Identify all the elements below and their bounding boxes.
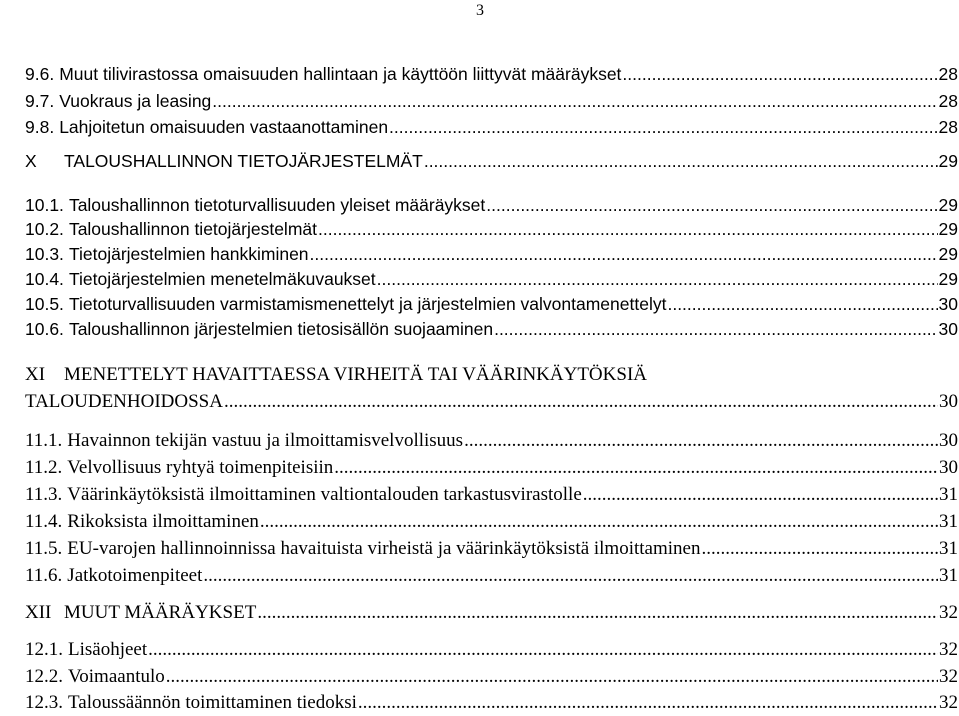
toc-entry-number: 10.4. (25, 269, 64, 289)
toc-entry-page: 29 (938, 195, 958, 215)
toc-entry-number: 10.3. (25, 244, 64, 264)
dot-leader (358, 690, 938, 716)
toc-entry-page: 30 (938, 319, 958, 339)
toc-entry-page: 29 (938, 151, 958, 171)
toc-entry-number: 11.4. (25, 511, 63, 532)
toc-chapter-title: MUUT MÄÄRÄYKSET (64, 602, 257, 623)
toc-chapter-title-cont: TALOUDENHOIDOSSA (25, 391, 223, 412)
toc-entry-number: 12.1. (25, 639, 63, 660)
toc-entry[interactable] (25, 61, 959, 87)
toc-chapter-number: XII (25, 602, 52, 623)
toc-entry-page: 29 (938, 269, 958, 289)
toc-entry-number: 10.2. (25, 219, 64, 239)
toc-entry-number: 11.6. (25, 565, 63, 586)
dot-leader (203, 563, 938, 589)
toc-entry-title: Vuokraus ja leasing (59, 91, 212, 111)
toc-entry[interactable] (25, 316, 959, 342)
toc-entry-title: Taloussäännön toimittaminen tiedoksi (68, 692, 357, 713)
toc-entry-number: 11.2. (25, 457, 63, 478)
toc-entry[interactable] (25, 563, 959, 589)
toc-entry-number: 11.5. (25, 538, 63, 559)
toc-entry[interactable] (25, 482, 959, 508)
dot-leader (318, 216, 938, 242)
dot-leader (667, 291, 937, 317)
toc-entry[interactable] (25, 266, 959, 292)
toc-entry-number: 9.6. (25, 64, 55, 84)
toc-entry-page: 31 (939, 565, 958, 586)
toc-entry[interactable] (25, 455, 959, 481)
dot-leader (260, 509, 938, 535)
toc-entry[interactable] (25, 114, 959, 140)
toc-entry[interactable] (25, 428, 959, 454)
toc-entry-page: 29 (938, 244, 958, 264)
toc-entry-number: 10.1. (25, 195, 64, 215)
toc-entry-number: 11.3. (25, 484, 63, 505)
dot-leader (224, 389, 938, 415)
toc-entry-number: 12.3. (25, 692, 63, 713)
toc-entry-title: Lisäohjeet (68, 639, 148, 660)
dot-leader (389, 114, 937, 140)
toc-entry-title: Tietojärjestelmien hankkiminen (68, 244, 309, 264)
toc-entry-title: Voimaantulo (68, 666, 165, 687)
toc-entry-page: 31 (939, 538, 958, 559)
dot-leader (148, 637, 938, 663)
dot-leader (583, 482, 938, 508)
toc-chapter-title: TALOUSHALLINNON TIETOJÄRJESTELMÄT (64, 151, 423, 171)
toc-entry[interactable] (25, 216, 959, 242)
toc-chapter-number: XI (25, 364, 46, 385)
toc-entry[interactable] (25, 637, 959, 663)
toc-entry[interactable] (25, 664, 959, 690)
toc-entry-page: 30 (939, 430, 958, 451)
toc-entry-title: Jatkotoimenpiteet (67, 565, 203, 586)
toc-entry-page: 32 (939, 692, 958, 713)
toc-entry-page: 28 (938, 64, 958, 84)
toc-entry-title: Rikoksista ilmoittaminen (67, 511, 259, 532)
toc-entry-page: 30 (939, 391, 958, 412)
dot-leader (334, 455, 938, 481)
toc-entry-number: 9.8. (25, 117, 55, 137)
toc-entry-number: 10.6. (25, 319, 64, 339)
toc-entry-number: 11.1. (25, 430, 63, 451)
toc-entry[interactable] (25, 192, 959, 218)
toc-entry-page: 31 (939, 511, 958, 532)
toc-entry-number: 12.2. (25, 666, 63, 687)
toc-chapter-title: MENETTELYT HAVAITTAESSA VIRHEITÄ TAI VÄÄRINKÄYTÖKSIÄ (64, 364, 647, 385)
toc-entry-title: Tietoturvallisuuden varmistamismenettelyt ja järjestelmien valvontamenettelyt (68, 294, 667, 314)
toc-entry[interactable] (25, 536, 959, 562)
toc-entry-title: Väärinkäytöksistä ilmoittaminen valtiontalouden tarkastusvirastolle (67, 484, 582, 505)
dot-leader (494, 316, 937, 342)
toc-entry-page: 32 (939, 639, 958, 660)
toc-entry-title: Tietojärjestelmien menetelmäkuvaukset (68, 269, 376, 289)
toc-entry[interactable] (25, 509, 959, 535)
dot-leader (424, 148, 938, 174)
toc-entry-page: 28 (938, 117, 958, 137)
toc-entry-number: 10.5. (25, 294, 64, 314)
toc-chapter[interactable] (25, 600, 959, 626)
toc-entry-title: Lahjoitetun omaisuuden vastaanottaminen (59, 117, 389, 137)
page-number: 3 (476, 2, 484, 19)
toc-entry[interactable] (25, 690, 959, 716)
toc-chapter[interactable] (25, 362, 647, 388)
dot-leader (166, 664, 938, 690)
toc-entry[interactable] (25, 88, 959, 114)
toc-entry-page: 31 (939, 484, 958, 505)
toc-entry-title: Muut tilivirastossa omaisuuden hallintaan ja käyttöön liittyvät määräykset (59, 64, 622, 84)
toc-entry-page: 32 (939, 666, 958, 687)
toc-chapter-number: X (25, 151, 37, 171)
toc-entry-title: Havainnon tekijän vastuu ja ilmoittamisvelvollisuus (67, 430, 464, 451)
toc-entry-title: Taloushallinnon tietoturvallisuuden yleiset määräykset (68, 195, 486, 215)
toc-entry-page: 30 (938, 294, 958, 314)
dot-leader (622, 61, 937, 87)
dot-leader (310, 241, 938, 267)
toc-entry-page: 32 (939, 602, 958, 623)
dot-leader (464, 428, 938, 454)
dot-leader (257, 600, 938, 626)
toc-chapter[interactable] (25, 148, 959, 174)
dot-leader (486, 192, 937, 218)
toc-chapter-continuation[interactable] (25, 389, 959, 415)
dot-leader (377, 266, 938, 292)
dot-leader (701, 536, 938, 562)
toc-entry-title: Taloushallinnon järjestelmien tietosisällön suojaaminen (68, 319, 494, 339)
toc-entry-title: Velvollisuus ryhtyä toimenpiteisiin (67, 457, 334, 478)
dot-leader (212, 88, 937, 114)
toc-entry-page: 28 (938, 91, 958, 111)
toc-entry[interactable] (25, 291, 959, 317)
toc-entry[interactable] (25, 241, 959, 267)
toc-entry-page: 29 (938, 219, 958, 239)
toc-entry-page: 30 (939, 457, 958, 478)
toc-entry-title: EU-varojen hallinnoinnissa havaituista virheistä ja väärinkäytöksistä ilmoittaminen (67, 538, 701, 559)
toc-entry-number: 9.7. (25, 91, 55, 111)
toc-entry-title: Taloushallinnon tietojärjestelmät (68, 219, 317, 239)
